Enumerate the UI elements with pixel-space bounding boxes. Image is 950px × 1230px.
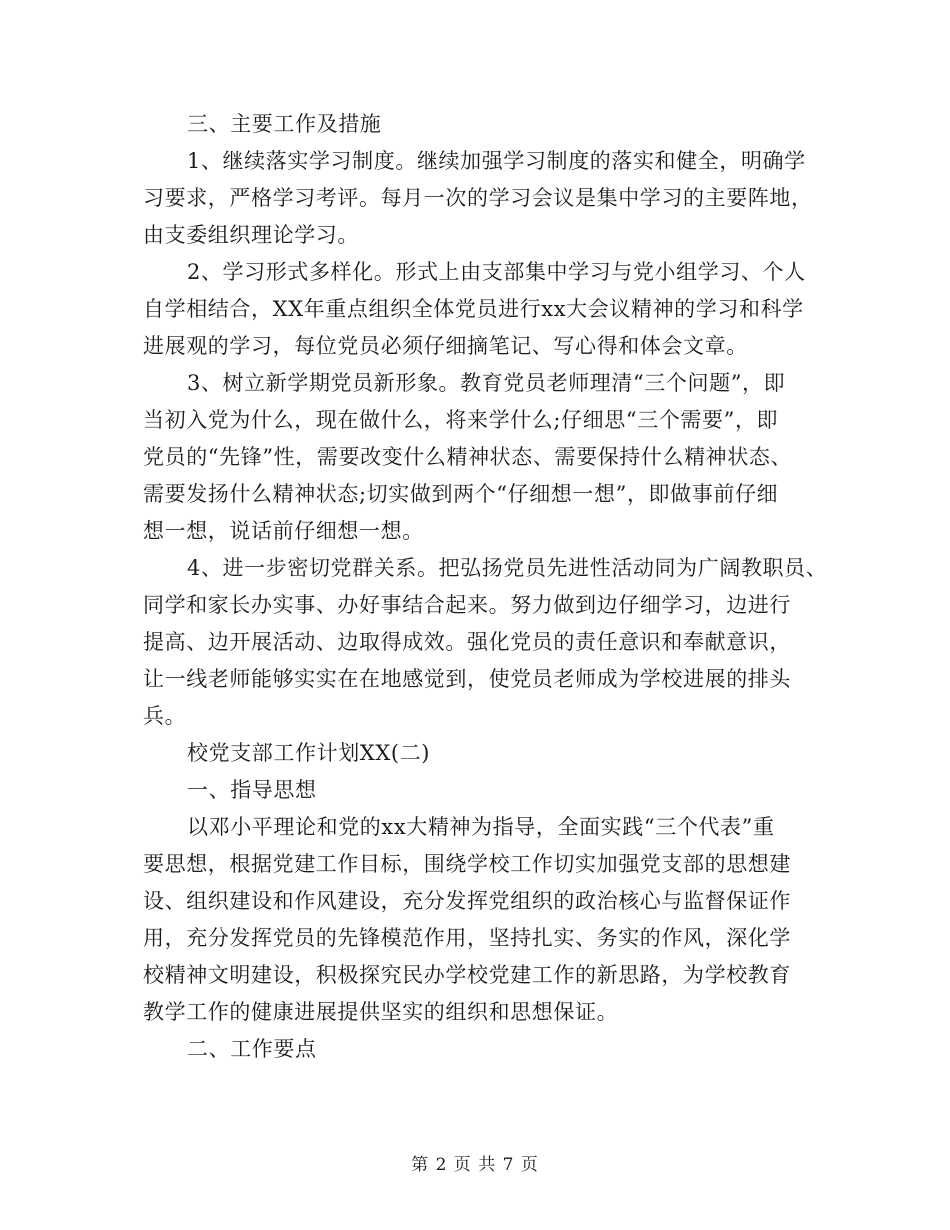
paragraph-line: 习要求，严格学习考评。每月一次的学习会议是集中学习的主要阵地，	[143, 186, 813, 210]
paragraph-line: 要思想，根据党建工作目标，围绕学校工作切实加强党支部的思想建	[143, 852, 791, 876]
paragraph-line: 以邓小平理论和党的xx大精神为指导，全面实践“三个代表”重	[187, 815, 775, 839]
paragraph-line: 需要发扬什么精神状态;切实做到两个“仔细想一想”，即做事前仔细	[143, 482, 779, 506]
page-number-footer: 第 2 页 共 7 页	[411, 1155, 539, 1175]
paragraph-line: 当初入党为什么，现在做什么，将来学什么;仔细思“三个需要”，即	[143, 408, 779, 432]
paragraph-line: 想一想，说话前仔细想一想。	[143, 519, 424, 543]
paragraph-line: 党员的“先锋”性，需要改变什么精神状态、需要保持什么精神状态、	[143, 445, 793, 469]
paragraph-line: 1、继续落实学习制度。继续加强学习制度的落实和健全，明确学	[187, 149, 806, 173]
document-body	[143, 106, 828, 1068]
paragraph-line: 教学工作的健康进展提供坚实的组织和思想保证。	[143, 1000, 619, 1024]
paragraph-line: 3、树立新学期党员新形象。教育党员老师理清“三个问题”，即	[187, 371, 786, 395]
section-heading-guiding-thought: 一、指导思想	[187, 778, 317, 802]
paragraph-line: 提高、边开展活动、边取得成效。强化党员的责任意识和奉献意识，	[143, 630, 791, 654]
paragraph-line: 由支委组织理论学习。	[143, 223, 359, 247]
section-heading-measures: 三、主要工作及措施	[187, 112, 382, 136]
paragraph-line: 2、学习形式多样化。形式上由支部集中学习与党小组学习、个人	[187, 260, 806, 284]
paragraph-line: 用，充分发挥党员的先锋模范作用，坚持扎实、务实的作风，深化学	[143, 926, 791, 950]
paragraph-line: 兵。	[143, 704, 187, 728]
section-heading-work-points: 二、工作要点	[187, 1037, 317, 1061]
document-subtitle: 校党支部工作计划XX(二)	[187, 741, 431, 765]
paragraph-line: 4、进一步密切党群关系。把弘扬党员先进性活动同为广阔教职员、	[187, 556, 828, 580]
paragraph-line: 让一线老师能够实实在在地感觉到，使党员老师成为学校进展的排头	[143, 667, 791, 691]
paragraph-line: 校精神文明建设，积极探究民办学校党建工作的新思路，为学校教育	[143, 963, 791, 987]
paragraph-line: 自学相结合，XX年重点组织全体党员进行xx大会议精神的学习和科学	[143, 297, 804, 321]
paragraph-line: 进展观的学习，每位党员必须仔细摘笔记、写心得和体会文章。	[143, 334, 748, 358]
paragraph-line: 同学和家长办实事、办好事结合起来。努力做到边仔细学习，边进行	[143, 593, 791, 617]
paragraph-line: 设、组织建设和作风建设，充分发挥党组织的政治核心与监督保证作	[143, 889, 791, 913]
